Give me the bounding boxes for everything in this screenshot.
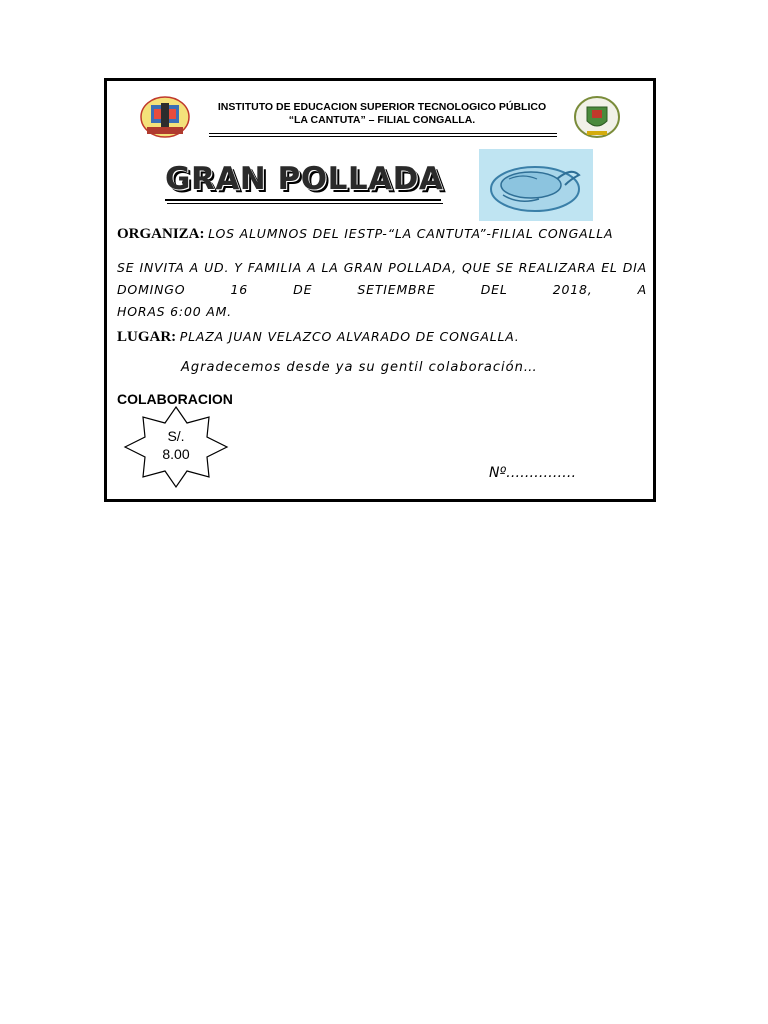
institute-logo-icon	[139, 95, 191, 139]
institute-header	[199, 101, 565, 127]
event-title: GRAN POLLADA	[165, 161, 444, 197]
invitation-line-1: SE INVITA A UD. Y FAMILIA A LA GRAN POLLADA, QUE SE	[117, 260, 514, 275]
invitation-ticket	[104, 78, 656, 502]
location-line	[117, 329, 647, 346]
colaboracion-label: COLABORACION	[117, 391, 233, 407]
header-divider	[209, 133, 557, 134]
organiza-value: LOS ALUMNOS DEL IESTP-“LA CANTUTA”-FILIAL CONGALLA	[208, 226, 614, 241]
congalla-crest-icon	[573, 95, 621, 139]
ticket-number: Nº……………	[489, 465, 577, 481]
title-underline	[165, 199, 441, 201]
price-currency: S/.	[167, 428, 185, 444]
invitation-text	[117, 257, 647, 323]
invitation-line-2: REALIZARA EL DIA DOMINGO 16 DE SETIEMBRE DEL 2018, A	[117, 260, 647, 297]
organiza-label: ORGANIZA:	[117, 226, 205, 242]
header-divider	[209, 136, 557, 137]
lugar-label: LUGAR:	[117, 329, 177, 345]
institute-name: INSTITUTO DE EDUCACION SUPERIOR TECNOLOGICO PÚBLICO	[217, 101, 547, 113]
price-amount: 8.00	[162, 446, 190, 462]
institute-branch: “LA CANTUTA” – FILIAL CONGALLA.	[288, 114, 476, 126]
thanks-text: Agradecemos desde ya su gentil colaboración…	[181, 360, 538, 375]
invitation-line-3: HORAS 6:00 AM.	[117, 304, 232, 319]
title-underline	[167, 203, 443, 204]
organizer-line	[117, 226, 647, 243]
lugar-value: PLAZA JUAN VELAZCO ALVARADO DE CONGALLA.	[179, 329, 520, 344]
roast-chicken-icon	[479, 149, 593, 221]
price-badge	[151, 427, 201, 463]
